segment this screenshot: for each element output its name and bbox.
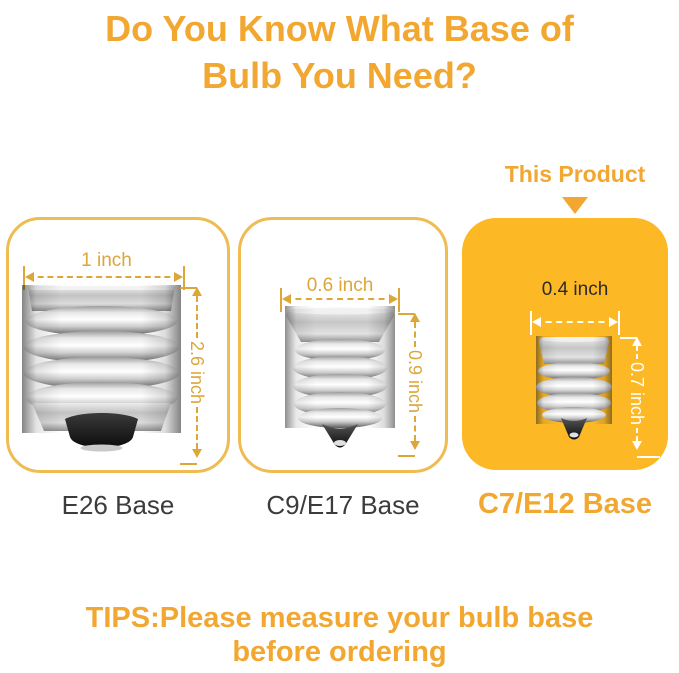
dashed-line	[414, 322, 416, 347]
arrow-right-icon	[609, 317, 618, 327]
extension-tick	[637, 456, 660, 458]
extension-tick	[530, 311, 532, 335]
dashed-line	[414, 416, 416, 441]
c9-height-dimension-line	[404, 313, 426, 450]
arrow-left-icon	[532, 317, 541, 327]
c9-e17-base-photo	[282, 306, 398, 450]
tips-line-2: before ordering	[232, 636, 447, 668]
triangle-down-icon	[562, 197, 588, 214]
panel-c9-e17-base	[238, 217, 448, 473]
dashed-line	[285, 298, 395, 300]
c7-height-dimension-line	[626, 337, 648, 450]
extension-tick	[398, 455, 415, 457]
e26-base-label: E26 Base	[61, 490, 175, 520]
arrow-left-icon	[25, 272, 34, 282]
dashed-line	[636, 346, 638, 359]
arrow-left-icon	[282, 294, 291, 304]
c7-e12-base-label: C7/E12 Base	[477, 488, 653, 520]
c9-width-measure: 0.6 inch	[306, 275, 374, 296]
dashed-line	[535, 321, 615, 323]
extension-tick	[398, 288, 400, 312]
this-product-callout	[455, 161, 679, 214]
dashed-line	[28, 276, 180, 278]
c7-height-measure: 0.7 inch	[627, 361, 647, 426]
extension-tick	[180, 463, 197, 465]
c9-e17-base-label: C9/E17 Base	[266, 490, 420, 520]
e26-base-photo	[20, 285, 183, 455]
arrow-right-icon	[389, 294, 398, 304]
arrow-down-icon	[632, 441, 642, 450]
arrow-down-icon	[410, 441, 420, 450]
extension-tick	[618, 311, 620, 335]
dashed-line	[636, 428, 638, 441]
arrow-right-icon	[174, 272, 183, 282]
dashed-line	[196, 296, 198, 338]
extension-tick	[620, 337, 637, 339]
c7-e12-base-photo	[535, 336, 613, 443]
arrow-down-icon	[192, 449, 202, 458]
panel-e26-base	[6, 217, 230, 473]
dashed-line	[196, 407, 198, 449]
c7-width-measure: 0.4 inch	[541, 279, 609, 300]
c9-height-measure: 0.9 inch	[405, 349, 425, 414]
e26-height-measure: 2.6 inch	[187, 340, 207, 405]
e26-height-dimension-line	[186, 287, 208, 458]
tips-line-1: TIPS:Please measure your bulb base	[85, 602, 594, 634]
this-product-label: This Product	[504, 161, 646, 187]
page-title	[0, 5, 679, 99]
extension-tick	[398, 313, 415, 315]
title-line-2: Bulb You Need?	[202, 55, 477, 96]
title-line-1: Do You Know What Base of	[105, 8, 574, 49]
extension-tick	[180, 287, 197, 289]
e26-width-measure: 1 inch	[81, 250, 132, 271]
tips-message	[0, 601, 679, 669]
panel-c7-e12-base-highlighted	[462, 218, 668, 470]
